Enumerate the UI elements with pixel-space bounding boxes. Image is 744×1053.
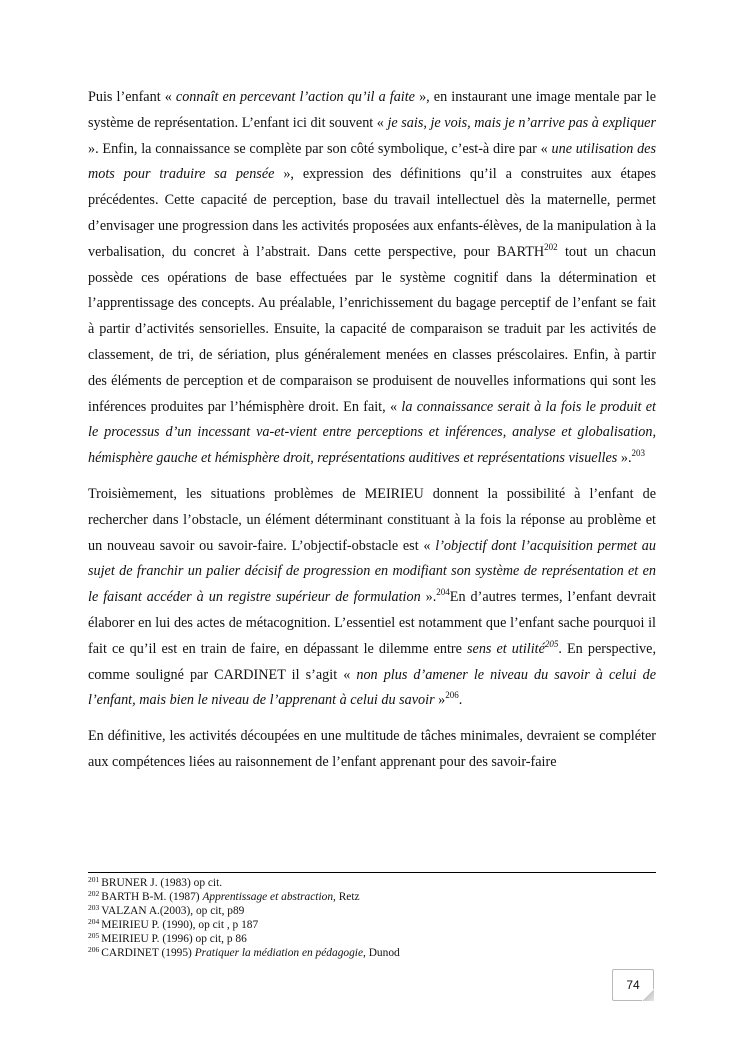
text-run: ». — [617, 450, 632, 467]
footnote-number: 206 — [88, 945, 100, 954]
quote-italic: connaît en percevant l’action qu’il a faite — [175, 89, 415, 105]
footnote-number: 205 — [88, 931, 100, 940]
footnote-text: BARTH B-M. (1987) — [101, 891, 203, 903]
footnote — [88, 918, 656, 932]
text-run: En définitive, les activités découpées en une multitude de tâches minimales, devraient se compléter aux compétences liées au raisonnement de l’enfant apprenant pour des savoir-faire — [88, 728, 656, 770]
footnote-title: Apprentissage et abstraction — [202, 891, 334, 903]
footnote-number: 203 — [88, 903, 100, 912]
quote-italic: je sais, je vois, mais je n’arrive pas à expliquer — [387, 114, 656, 131]
quote-italic: non plus d’amener le niveau du savoir à celui de l’enfant, mais bien le niveau de l’apprenant à celui du savoir — [88, 666, 656, 709]
text-run: En d’autres termes, l’enfant devrait élaborer en lui des actes de métacognition. L’essentiel est notamment que l’enfant sache pourquoi il fait ce qu’il est en train de faire, en dépassant le dilemme entre — [88, 589, 657, 657]
footnote-ref-206[interactable]: 206 — [445, 690, 459, 701]
footnote-separator — [88, 872, 656, 873]
text-run: », en instaurant une image mentale par le système de représentation. L’enfant ici dit souvent « — [88, 89, 657, 131]
footnote-ref-205[interactable]: 205 — [544, 638, 559, 649]
paragraph-3 — [88, 724, 656, 776]
text-run: Puis l’enfant « — [88, 89, 176, 105]
text-run: », expression des définitions qu’il a construites aux étapes précédentes. Cette capacité de perception, base du travail intellectuel dès la maternelle, permet d’envisager une progression dans les activités proposées aux enfants-élèves, de la manipulation à la verbalisation, du concret à l’abstrait. Dans cette perspective, pour BARTH — [88, 166, 656, 260]
quote-italic: sens et utilité — [467, 640, 545, 657]
footnote-text: CARDINET (1995) — [101, 947, 195, 959]
footnote-number: 204 — [88, 917, 100, 926]
paragraph-1 — [88, 85, 656, 472]
text-run: ». — [420, 589, 437, 606]
text-run: ». Enfin, la connaissance se complète par son côté symbolique, c’est-à dire par « — [88, 140, 552, 157]
text-run: Troisièmement, les situations problèmes de MEIRIEU donnent la possibilité à l’enfant de rechercher dans l’obstacle, un élément déterminant constituant à la fois la réponse au problème et un nouveau savoir ou savoir-faire. L’objectif-obstacle est « — [88, 485, 656, 554]
text-run: tout un chacun possède ces opérations de base effectuées par le système cognitif dans la détermination et l’apprentissage des concepts. Au préalable, l’enrichissement du bagage perceptif de l’enfant se fait à partir d’activités sensorielles. Ensuite, la capacité de comparaison se traduit par les activités de classement, de tri, de sériation, plus généralement menées en classes préscolaires. Enfin, à partir des éléments de perception et de comparaison se produisent de nouvelles informations qui sont les inférences produites par l’hémisphère droit. En fait, « — [88, 243, 657, 415]
footnote-number: 201 — [88, 875, 100, 884]
footnote — [88, 876, 656, 890]
footnote-number: 202 — [88, 889, 100, 898]
footnote-ref-204[interactable]: 204 — [436, 587, 450, 598]
footnote — [88, 946, 656, 960]
quote-italic: la connaissance serait à la fois le produit et le processus d’un incessant va-et-vient entre perceptions et inférences, analyse et globalisation, hémisphère gauche et hémisphère droit, représentations auditives et représentations visuelles — [88, 398, 656, 467]
footnote-title: Pratiquer la médiation en pédagogie — [194, 947, 364, 959]
text-run: » — [434, 692, 446, 709]
body-text — [88, 85, 656, 786]
footnote — [88, 932, 656, 946]
page-curl-icon — [642, 989, 654, 1001]
footnote — [88, 904, 656, 918]
footnote-ref-202[interactable]: 202 — [544, 241, 558, 252]
footnote-ref-203[interactable]: 203 — [631, 448, 645, 459]
footnote-text: BRUNER J. (1983) op cit. — [101, 877, 223, 889]
page-number-box — [612, 969, 654, 1001]
quote-italic: une utilisation des mots pour traduire sa pensée — [88, 140, 656, 183]
footnote-text: VALZAN A.(2003), op cit, p89 — [101, 905, 245, 917]
paragraph-2 — [88, 482, 656, 714]
quote-italic: l’objectif dont l’acquisition permet au sujet de franchir un palier décisif de progression en modifiant son système de représentation et en le faisant accéder à un registre supérieur de formulation — [88, 537, 656, 606]
text-run: . En perspective, comme souligné par CARDINET il s’agit « — [88, 640, 656, 683]
page-number: 74 — [626, 978, 640, 992]
footnote-text: MEIRIEU P. (1996) op cit, p 86 — [101, 933, 247, 945]
text-run: . — [458, 692, 463, 709]
footnote — [88, 890, 656, 904]
footnote-publisher: , Dunod — [363, 947, 400, 959]
footnote-publisher: , Retz — [333, 891, 360, 903]
footnote-text: MEIRIEU P. (1990), op cit , p 187 — [101, 919, 259, 931]
footnotes — [88, 876, 656, 960]
